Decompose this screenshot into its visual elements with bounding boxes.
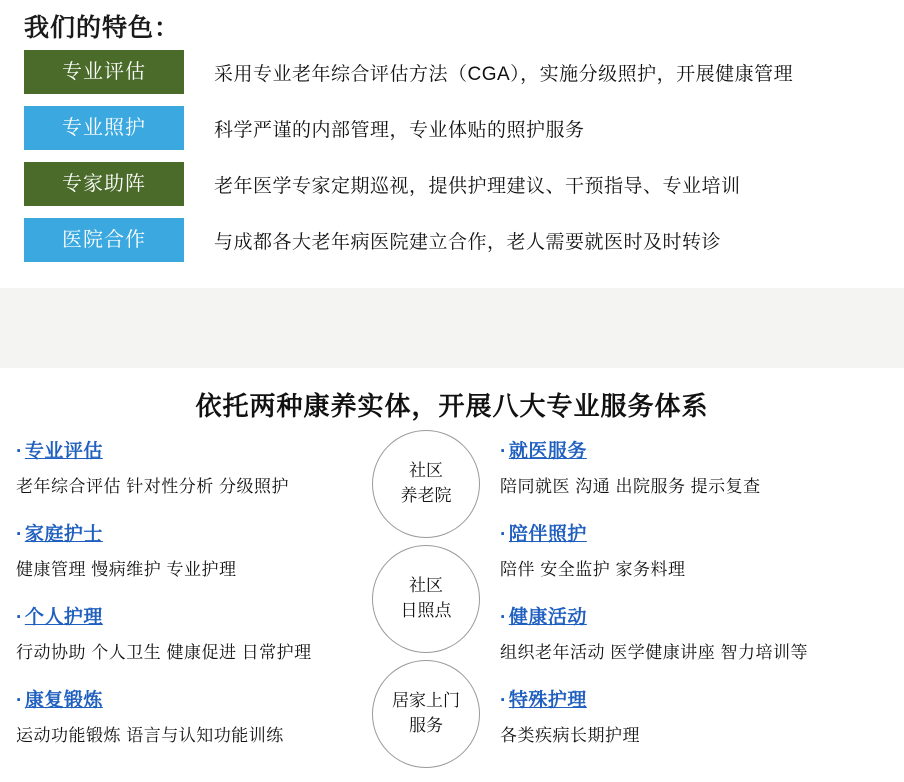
service-heading: [16, 519, 356, 546]
entity-circle-line2: 服务: [409, 716, 443, 735]
feature-tag: 专业评估: [24, 50, 184, 94]
service-description: 行动协助 个人卫生 健康促进 日常护理: [16, 643, 312, 662]
bullet-icon: ·: [16, 441, 23, 462]
service-name: 陪伴照护: [508, 524, 587, 545]
bullet-icon: ·: [16, 607, 23, 628]
feature-row: [24, 104, 880, 152]
entity-circle-line1: 居家上门: [392, 691, 460, 711]
service-item: [16, 685, 356, 746]
entity-circle-line2: 日照点: [400, 601, 452, 620]
entity-circle: [372, 545, 480, 653]
section-divider-band: [0, 288, 904, 368]
features-section: [0, 0, 904, 290]
service-description: 各类疾病长期护理: [500, 726, 640, 745]
bullet-icon: ·: [16, 524, 23, 545]
service-name: 家庭护士: [24, 524, 103, 545]
service-description: 运动功能锻炼 语言与认知功能训练: [16, 726, 284, 745]
feature-text: 科学严谨的内部管理，专业体贴的照护服务: [214, 119, 585, 141]
feature-tag: 医院合作: [24, 218, 184, 262]
services-title: 依托两种康养实体，开展八大专业服务体系: [195, 391, 709, 421]
service-name: 专业评估: [24, 441, 103, 462]
service-item: [500, 685, 840, 746]
service-heading: [500, 602, 840, 629]
service-heading: [500, 519, 840, 546]
service-name: 个人护理: [24, 607, 103, 628]
entity-circle: [372, 660, 480, 768]
entity-circle: [372, 430, 480, 538]
entity-circle-line1: 社区: [409, 576, 443, 596]
feature-tag: 专家助阵: [24, 162, 184, 206]
feature-row: [24, 216, 880, 264]
service-item: [500, 602, 840, 663]
service-name: 就医服务: [508, 441, 587, 462]
bullet-icon: ·: [500, 524, 507, 545]
service-name: 特殊护理: [508, 690, 587, 711]
feature-row: [24, 160, 880, 208]
entity-circles: [372, 430, 492, 770]
service-heading: [16, 602, 356, 629]
bullet-icon: ·: [500, 607, 507, 628]
services-left-column: [16, 436, 356, 768]
service-heading: [16, 685, 356, 712]
entity-circle-line2: 养老院: [400, 486, 452, 505]
service-item: [500, 436, 840, 497]
feature-text: 老年医学专家定期巡视，提供护理建议、干预指导、专业培训: [214, 175, 741, 197]
service-name: 康复锻炼: [24, 690, 103, 711]
bullet-icon: ·: [16, 690, 23, 711]
service-description: 老年综合评估 针对性分析 分级照护: [16, 477, 289, 496]
service-heading: [500, 436, 840, 463]
service-item: [16, 519, 356, 580]
features-title: 我们的特色：: [24, 14, 181, 42]
service-description: 陪伴 安全监护 家务料理: [500, 560, 686, 579]
service-item: [16, 436, 356, 497]
feature-text: 与成都各大老年病医院建立合作，老人需要就医时及时转诊: [214, 231, 722, 253]
service-description: 陪同就医 沟通 出院服务 提示复查: [500, 477, 761, 496]
service-description: 组织老年活动 医学健康讲座 智力培训等: [500, 643, 808, 662]
services-right-column: [500, 436, 840, 768]
service-name: 健康活动: [508, 607, 587, 628]
feature-tag: 专业照护: [24, 106, 184, 150]
services-section: [0, 368, 904, 782]
entity-circle-line1: 社区: [409, 461, 443, 481]
service-description: 健康管理 慢病维护 专业护理: [16, 560, 237, 579]
feature-row: [24, 48, 880, 96]
service-item: [16, 602, 356, 663]
service-item: [500, 519, 840, 580]
service-heading: [500, 685, 840, 712]
feature-text: 采用专业老年综合评估方法（CGA），实施分级照护，开展健康管理: [214, 63, 794, 85]
service-heading: [16, 436, 356, 463]
bullet-icon: ·: [500, 690, 507, 711]
bullet-icon: ·: [500, 441, 507, 462]
